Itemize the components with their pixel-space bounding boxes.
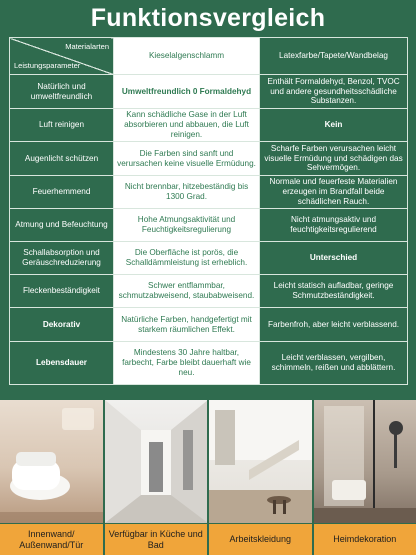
col2-cell: Natürliche Farben, handgefertigt mit starkem räumlichen Effekt. (114, 308, 260, 342)
param-cell: Luft reinigen (10, 109, 114, 142)
col2-cell: Nicht brennbar, hitzebeständig bis 1300 Grad. (114, 176, 260, 209)
caption-wall-door: Innenwand/ Außenwand/Tür (0, 524, 103, 555)
caption-home-decor: Heimdekoration (314, 524, 416, 555)
stairwell-room-photo (209, 400, 312, 523)
bathroom-toilet-photo (0, 400, 103, 523)
col2-cell: Hohe Atmungsaktivität und Feuchtigkeitsregulierung (114, 209, 260, 242)
corner-cell (10, 38, 114, 75)
caption-kitchen-bath: Verfügbar in Küche und Bad (105, 524, 208, 555)
table-row (10, 142, 408, 176)
table-row (10, 242, 408, 275)
col3-cell: Leicht verblassen, vergilben, schimmeln, reißen und abblättern. (260, 342, 408, 385)
table-row (10, 176, 408, 209)
col3-cell: Unterschied (260, 242, 408, 275)
table-row (10, 75, 408, 109)
col2-cell: Mindestens 30 Jahre haltbar, farbecht, Farbe bleibt dauerhaft wie neu. (114, 342, 260, 385)
param-cell: Fleckenbeständigkeit (10, 275, 114, 308)
col3-cell: Normale und feuerfeste Materialien erzeugen im Brandfall beide schädlichen Rauch. (260, 176, 408, 209)
col3-cell: Nicht atmungsaktiv und feuchtigkeitsregulierend (260, 209, 408, 242)
table-row (10, 109, 408, 142)
header-kieselalgenschlamm: Kieselalgenschlamm (114, 38, 260, 75)
col2-cell: Die Oberfläche ist porös, die Schalldämmleistung ist erheblich. (114, 242, 260, 275)
col3-cell: Leicht statisch aufladbar, geringe Schmutzbeständigkeit. (260, 275, 408, 308)
col2-cell: Umweltfreundlich 0 Formaldehyd (114, 75, 260, 109)
table-row (10, 308, 408, 342)
corner-label-top: Materialarten (65, 42, 109, 51)
col2-cell: Schwer entflammbar, schmutzabweisend, staubabweisend. (114, 275, 260, 308)
col3-cell: Scharfe Farben verursachen leicht visuelle Ermüdung und schädigen das Sehvermögen. (260, 142, 408, 176)
table-row (10, 342, 408, 385)
param-cell: Lebensdauer (10, 342, 114, 385)
corner-label-bottom: Leistungsparameter (14, 61, 81, 70)
param-cell: Feuerhemmend (10, 176, 114, 209)
header-latexfarbe: Latexfarbe/Tapete/Wandbelag (260, 38, 408, 75)
param-cell: Atmung und Befeuchtung (10, 209, 114, 242)
param-cell: Dekorativ (10, 308, 114, 342)
table-row (10, 209, 408, 242)
page-title: Funktionsvergleich (90, 4, 326, 32)
corridor-photo (105, 400, 208, 523)
col3-cell: Farbenfroh, aber leicht verblassend. (260, 308, 408, 342)
col3-cell: Enthält Formaldehyd, Benzol, TVOC und andere gesundheitsschädliche Substanzen. (260, 75, 408, 109)
col3-cell: Kein (260, 109, 408, 142)
param-cell: Natürlich und umweltfreundlich (10, 75, 114, 109)
col2-cell: Kann schädliche Gase in der Luft absorbieren und abbauen, die Luft reinigen. (114, 109, 260, 142)
comparison-table (9, 37, 408, 385)
shower-room-photo (314, 400, 416, 523)
param-cell: Schallabsorption und Geräuschreduzierung (10, 242, 114, 275)
param-cell: Augenlicht schützen (10, 142, 114, 176)
application-photos (0, 400, 416, 523)
table-row (10, 275, 408, 308)
col2-cell: Die Farben sind sanft und verursachen keine visuelle Ermüdung. (114, 142, 260, 176)
caption-bar (0, 524, 416, 555)
caption-workwear: Arbeitskleidung (209, 524, 312, 555)
table-header-row (10, 38, 408, 75)
